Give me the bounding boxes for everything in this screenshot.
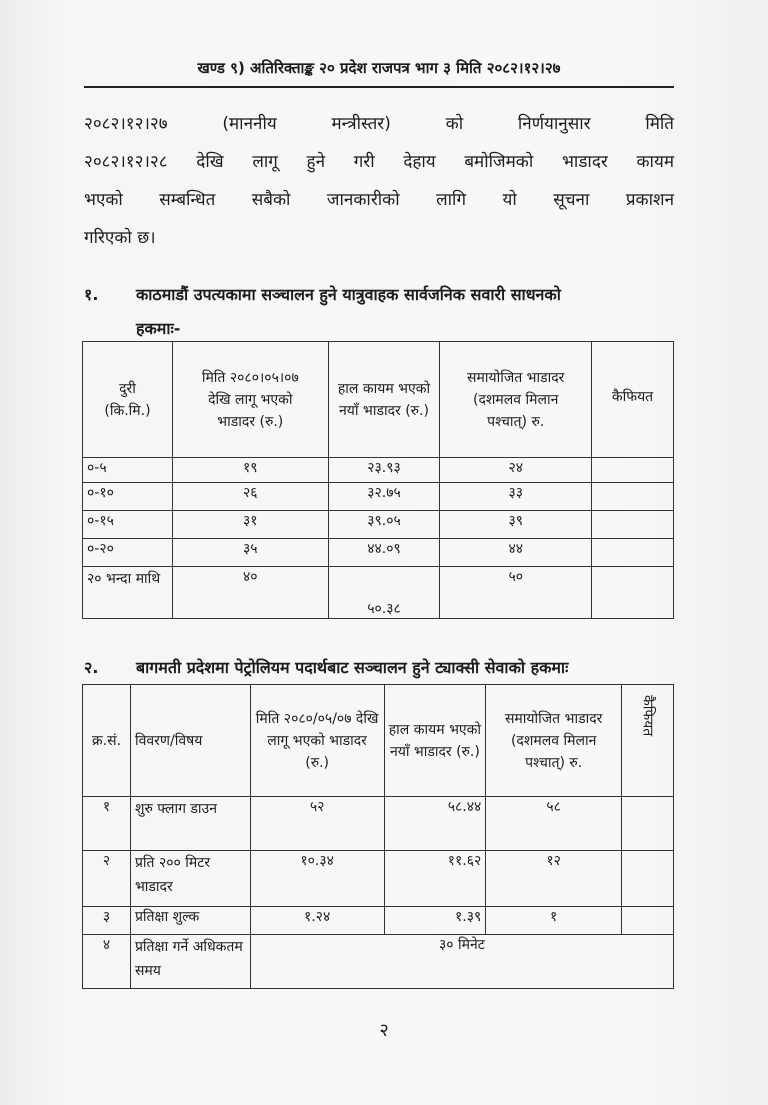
cell-new-rate: १.३९ xyxy=(384,907,486,935)
intro-paragraph xyxy=(84,105,674,257)
cell-remarks xyxy=(592,567,674,619)
cell-description: प्रतिक्षा गर्ने अधिकतम समय xyxy=(130,935,250,989)
section2-number: २. xyxy=(84,658,99,677)
intro-line: २०८२।१२।२७ (माननीय मन्त्रीस्तर) को निर्णयानुसार मिति xyxy=(84,114,674,134)
cell-new-rate: ५८.४४ xyxy=(384,797,486,851)
cell-distance: ०-५ xyxy=(83,458,173,483)
header-old-rate: मिति २०८०।०५।०७ देखि लागू भएको भाडादर (रु.) xyxy=(172,342,328,458)
page-number: २ xyxy=(379,1020,389,1041)
cell-description: शुरु फ्लाग डाउन xyxy=(130,797,250,851)
header-distance: दुरी (कि.मि.) xyxy=(83,342,173,458)
cell-remarks xyxy=(622,851,674,907)
intro-line: भएको सम्बन्धित सबैको जानकारीको लागि यो सूचना प्रकाशन xyxy=(84,190,674,210)
cell-adjusted-rate: १२ xyxy=(486,851,622,907)
cell-remarks xyxy=(592,539,674,567)
header-remarks xyxy=(622,685,674,797)
header-adjusted-rate: समायोजित भाडादर (दशमलव मिलान पश्चात्) रु. xyxy=(486,685,622,797)
cell-adjusted-rate: २४ xyxy=(440,458,592,483)
table-row xyxy=(83,797,674,851)
cell-adjusted-rate: ४४ xyxy=(440,539,592,567)
table-row xyxy=(83,483,674,511)
cell-new-rate: ४४.०९ xyxy=(328,539,440,567)
cell-adjusted-rate: ३९ xyxy=(440,511,592,539)
cell-description: प्रतिक्षा शुल्क xyxy=(130,907,250,935)
cell-old-rate: १०.३४ xyxy=(250,851,384,907)
header-new-rate: हाल कायम भएको नयाँ भाडादर (रु.) xyxy=(328,342,440,458)
cell-max-wait-time: ३० मिनेट xyxy=(250,935,673,989)
fare-table-taxi xyxy=(82,684,674,989)
header-description: विवरण/विषय xyxy=(130,685,250,797)
cell-new-rate: २३.९३ xyxy=(328,458,440,483)
header-new-rate: हाल कायम भएको नयाँ भाडादर (रु.) xyxy=(384,685,486,797)
cell-serial: ४ xyxy=(83,935,131,989)
table-row xyxy=(83,851,674,907)
header-serial: क्र.सं. xyxy=(83,685,131,797)
intro-line: गरिएको छ। xyxy=(84,228,156,248)
cell-old-rate: १९ xyxy=(172,458,328,483)
cell-old-rate: ४० xyxy=(172,567,328,619)
table-row xyxy=(83,907,674,935)
cell-new-rate: ३९.०५ xyxy=(328,511,440,539)
cell-old-rate: २६ xyxy=(172,483,328,511)
header-divider xyxy=(84,86,674,88)
table-row xyxy=(83,935,674,989)
cell-new-rate: ११.६२ xyxy=(384,851,486,907)
cell-distance: २० भन्दा माथि xyxy=(83,567,173,619)
cell-distance: ०-२० xyxy=(83,539,173,567)
cell-adjusted-rate: ५० xyxy=(440,567,592,619)
section1-title-line2: हकमाः- xyxy=(136,319,181,338)
cell-remarks xyxy=(592,511,674,539)
table-header-row xyxy=(83,342,674,458)
section2-title-text: बागमती प्रदेशमा पेट्रोलियम पदार्थबाट सञ्चालन हुने ट्याक्सी सेवाको हकमाः xyxy=(136,658,569,677)
section1-title-line1: काठमाडौं उपत्यकामा सञ्चालन हुने यात्रुवाहक सार्वजनिक सवारी साधनको xyxy=(136,285,561,304)
cell-old-rate: ३५ xyxy=(172,539,328,567)
section2-title xyxy=(84,656,568,678)
fare-table-valley xyxy=(82,341,674,619)
cell-serial: १ xyxy=(83,797,131,851)
table-row xyxy=(83,458,674,483)
table-row xyxy=(83,511,674,539)
header-old-rate: मिति २०८०/०५/०७ देखि लागू भएको भाडादर (रु.) xyxy=(250,685,384,797)
table-row xyxy=(83,539,674,567)
cell-description: प्रति २०० मिटर भाडादर xyxy=(130,851,250,907)
header-remarks-text: कैफियत xyxy=(639,695,656,737)
cell-remarks xyxy=(622,797,674,851)
page-header: खण्ड ९) अतिरिक्ताङ्क २० प्रदेश राजपत्र भाग ३ मिति २०८२।१२।२७ xyxy=(197,59,561,77)
cell-distance: ०-१० xyxy=(83,483,173,511)
intro-line: २०८२।१२।२८ देखि लागू हुने गरी देहाय बमोजिमको भाडादर कायम xyxy=(84,152,674,172)
cell-old-rate: ३१ xyxy=(172,511,328,539)
cell-adjusted-rate: ५८ xyxy=(486,797,622,851)
cell-serial: ३ xyxy=(83,907,131,935)
section1-number: १. xyxy=(84,285,99,304)
cell-old-rate: १.२४ xyxy=(250,907,384,935)
cell-old-rate: ५२ xyxy=(250,797,384,851)
cell-serial: २ xyxy=(83,851,131,907)
cell-adjusted-rate: १ xyxy=(486,907,622,935)
cell-new-rate: ३२.७५ xyxy=(328,483,440,511)
cell-distance: ०-१५ xyxy=(83,511,173,539)
section1-title xyxy=(84,283,561,305)
table-header-row xyxy=(83,685,674,797)
header-adjusted-rate: समायोजित भाडादर (दशमलव मिलान पश्चात्) रु. xyxy=(440,342,592,458)
cell-remarks xyxy=(592,458,674,483)
cell-remarks xyxy=(592,483,674,511)
table-row xyxy=(83,567,674,619)
header-remarks: कैफियत xyxy=(592,342,674,458)
cell-remarks xyxy=(622,907,674,935)
cell-new-rate: ५०.३८ xyxy=(328,567,440,619)
cell-adjusted-rate: ३३ xyxy=(440,483,592,511)
